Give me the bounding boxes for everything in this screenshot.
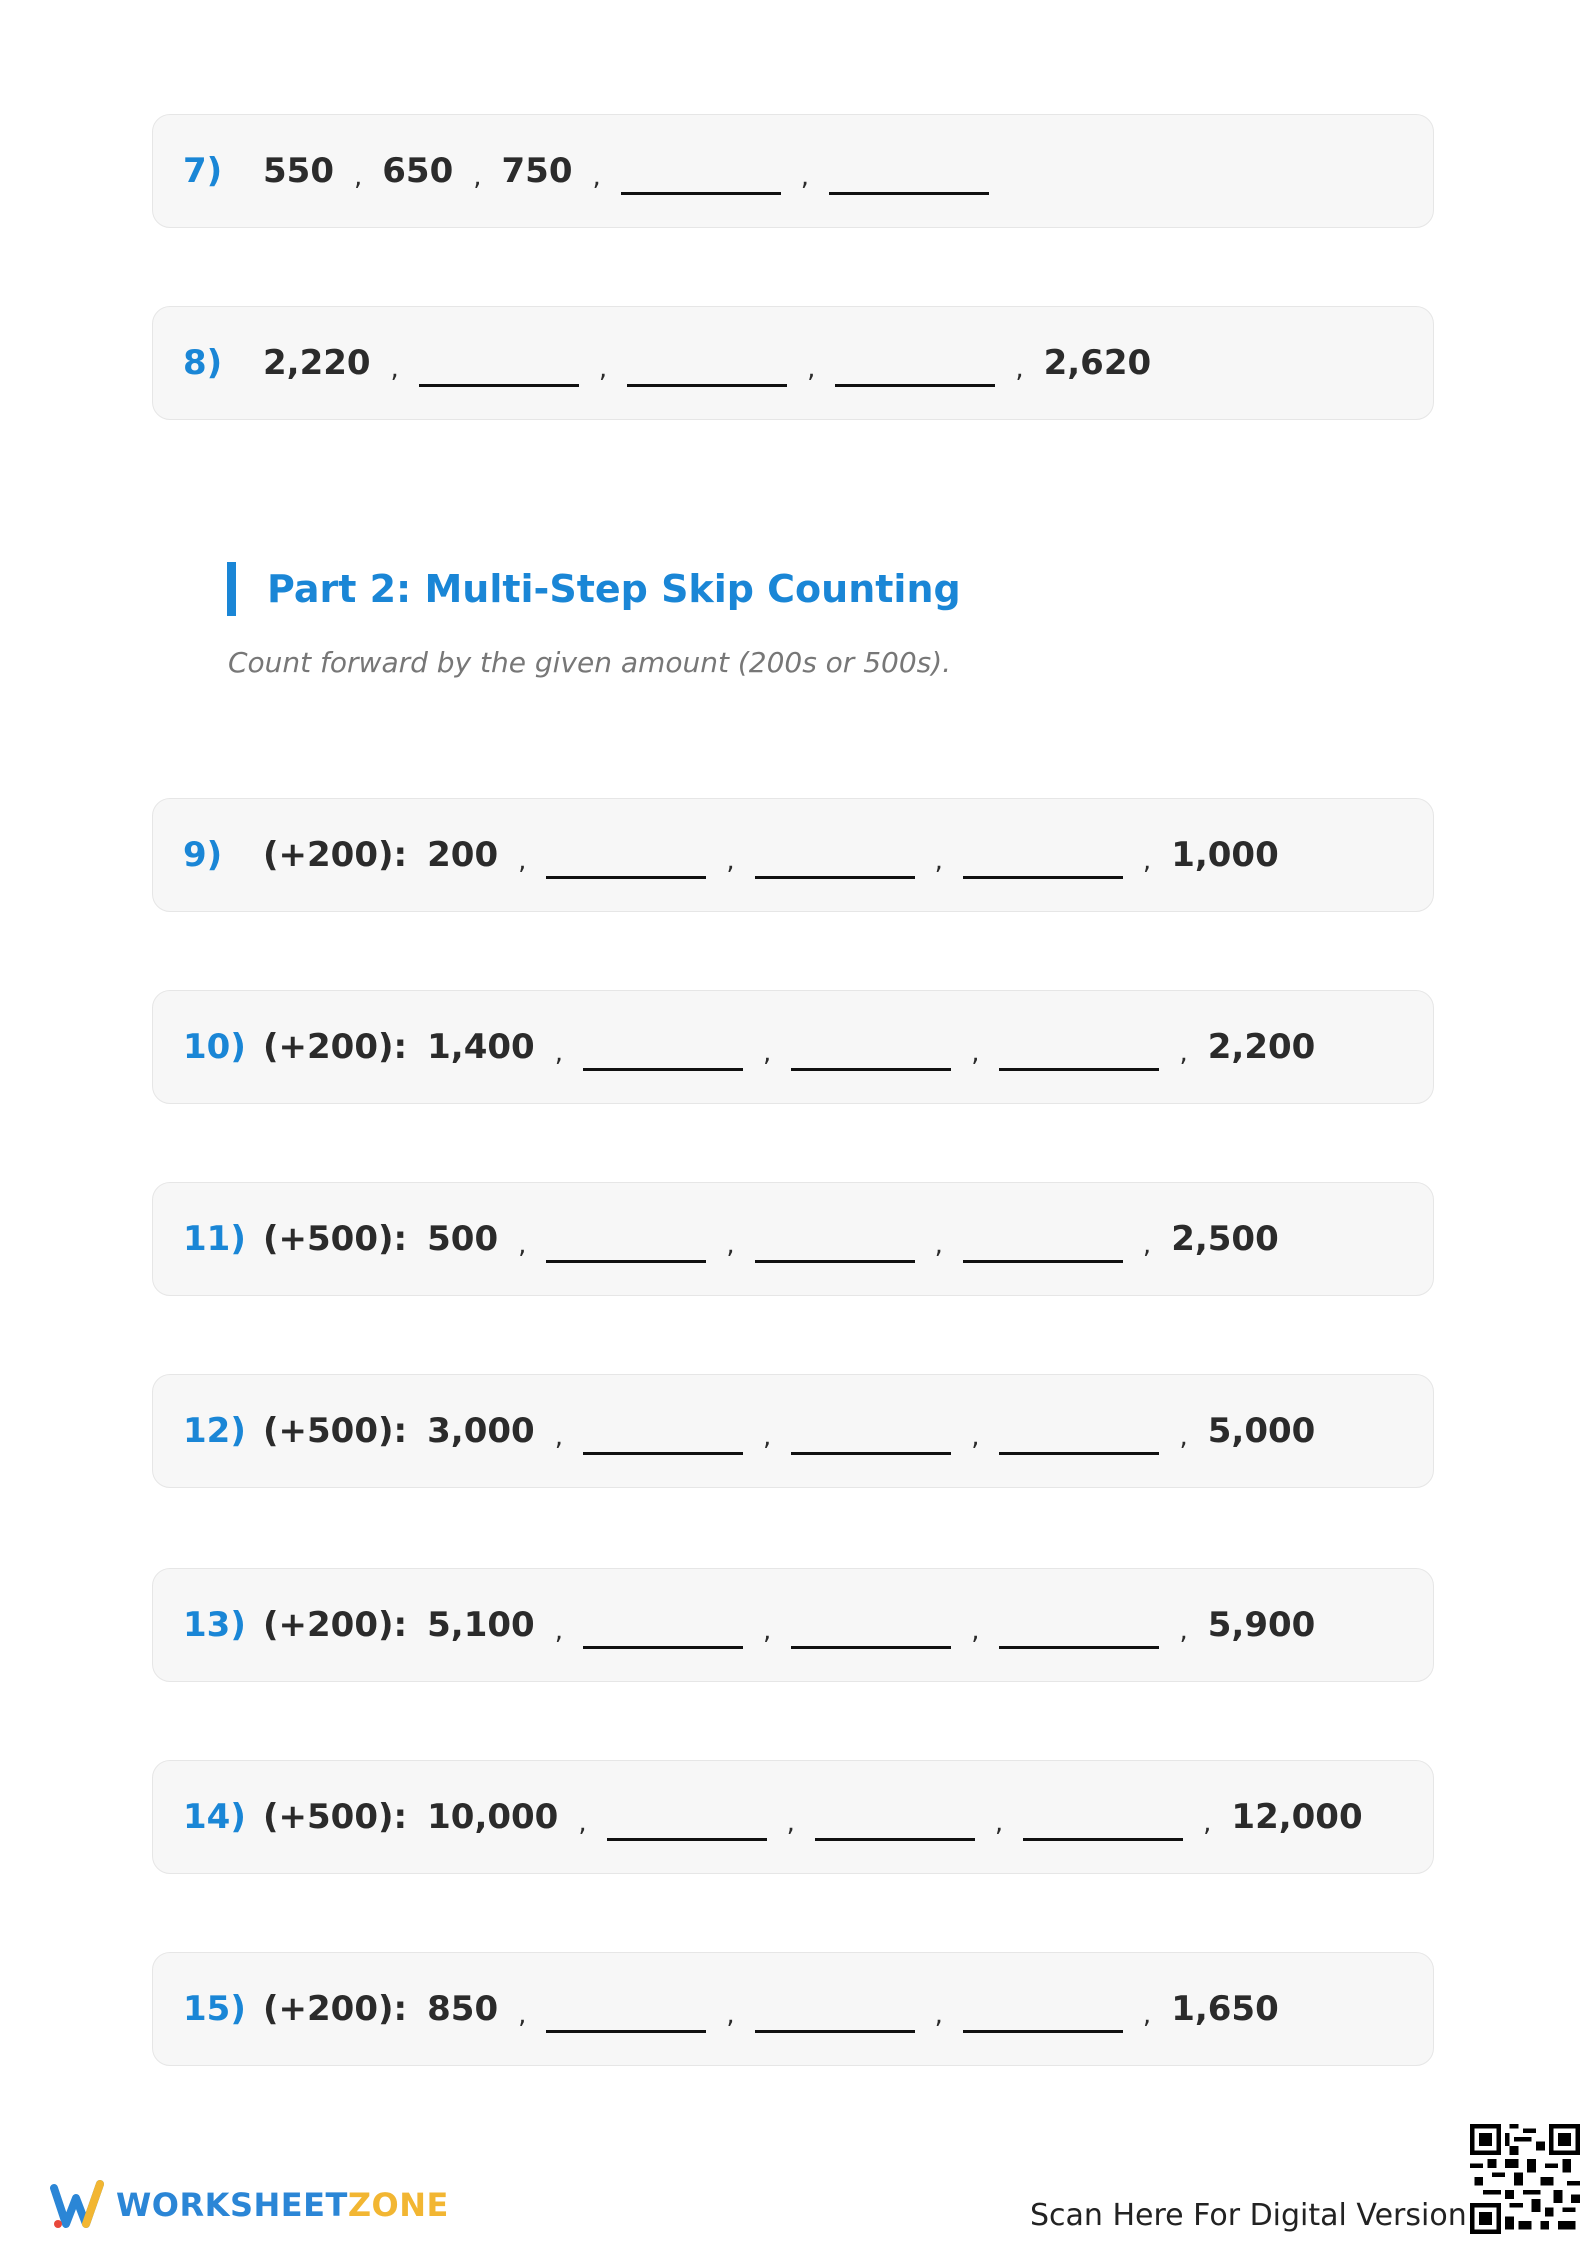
answer-blank[interactable] bbox=[607, 1838, 767, 1841]
answer-blank[interactable] bbox=[583, 1452, 743, 1455]
comma-separator: , bbox=[800, 162, 810, 192]
answer-blank[interactable] bbox=[963, 1260, 1123, 1263]
sequence-number: 2,200 bbox=[1207, 1027, 1316, 1067]
exercise-row bbox=[183, 115, 989, 227]
step-amount: (+500): bbox=[263, 1797, 408, 1837]
sequence-number: 2,220 bbox=[263, 343, 371, 383]
answer-blank[interactable] bbox=[546, 2030, 706, 2033]
answer-blank[interactable] bbox=[1023, 1838, 1183, 1841]
step-amount: (+500): bbox=[263, 1219, 408, 1259]
comma-separator: , bbox=[934, 2000, 943, 2030]
answer-blank[interactable] bbox=[963, 876, 1123, 879]
answer-blank[interactable] bbox=[791, 1646, 951, 1649]
comma-separator: , bbox=[934, 1230, 943, 1260]
answer-blank[interactable] bbox=[583, 1068, 743, 1071]
comma-separator: , bbox=[390, 354, 399, 384]
exercise-row bbox=[183, 1375, 1315, 1487]
answer-blank[interactable] bbox=[627, 384, 787, 387]
sequence-number: 550 bbox=[263, 151, 334, 191]
comma-separator: , bbox=[578, 1808, 587, 1838]
answer-blank[interactable] bbox=[755, 1260, 915, 1263]
sequence-number: 5,100 bbox=[427, 1605, 535, 1645]
sequence-number: 1,400 bbox=[427, 1027, 535, 1067]
comma-separator: , bbox=[1179, 1616, 1188, 1646]
answer-blank[interactable] bbox=[835, 384, 995, 387]
exercise-row bbox=[183, 1761, 1363, 1873]
comma-separator: , bbox=[353, 162, 363, 192]
answer-blank[interactable] bbox=[999, 1452, 1159, 1455]
question-number: 7) bbox=[183, 151, 223, 191]
comma-separator: , bbox=[554, 1038, 563, 1068]
comma-separator: , bbox=[786, 1808, 795, 1838]
comma-separator: , bbox=[1179, 1422, 1188, 1452]
comma-separator: , bbox=[473, 162, 482, 192]
step-amount: (+200): bbox=[263, 835, 408, 875]
exercise-card bbox=[152, 306, 1434, 420]
scan-caption: Scan Here For Digital Version bbox=[1030, 2198, 1467, 2233]
question-number: 12) bbox=[183, 1411, 246, 1451]
sequence-number: 1,000 bbox=[1171, 835, 1279, 875]
comma-separator: , bbox=[1203, 1808, 1212, 1838]
comma-separator: , bbox=[971, 1422, 980, 1452]
comma-separator: , bbox=[762, 1422, 772, 1452]
step-amount: (+200): bbox=[263, 1989, 408, 2029]
exercise-card bbox=[152, 798, 1434, 912]
answer-blank[interactable] bbox=[546, 1260, 706, 1263]
comma-separator: , bbox=[598, 354, 608, 384]
answer-blank[interactable] bbox=[791, 1452, 951, 1455]
logo-wordmark bbox=[116, 2186, 449, 2224]
comma-separator: , bbox=[971, 1616, 980, 1646]
step-amount: (+500): bbox=[263, 1411, 408, 1451]
comma-separator: , bbox=[762, 1038, 772, 1068]
comma-separator: , bbox=[1142, 1230, 1152, 1260]
answer-blank[interactable] bbox=[755, 876, 915, 879]
sequence-number: 750 bbox=[501, 151, 573, 191]
exercise-card bbox=[152, 1568, 1434, 1682]
question-number: 11) bbox=[183, 1219, 246, 1259]
exercise-row bbox=[183, 991, 1315, 1103]
exercise-card bbox=[152, 1374, 1434, 1488]
sequence-number: 650 bbox=[382, 151, 454, 191]
exercise-row bbox=[183, 1569, 1315, 1681]
sequence-number: 850 bbox=[427, 1989, 499, 2029]
logo-wordmark-zone: ZONE bbox=[347, 2186, 449, 2224]
comma-separator: , bbox=[762, 1616, 772, 1646]
question-number: 13) bbox=[183, 1605, 246, 1645]
comma-separator: , bbox=[807, 354, 816, 384]
sequence-number: 200 bbox=[427, 835, 499, 875]
question-number: 8) bbox=[183, 343, 223, 383]
comma-separator: , bbox=[726, 2000, 735, 2030]
step-amount: (+200): bbox=[263, 1605, 408, 1645]
exercise-row bbox=[183, 1183, 1279, 1295]
worksheetzone-logo-icon bbox=[50, 2178, 104, 2232]
comma-separator: , bbox=[1179, 1038, 1188, 1068]
step-amount: (+200): bbox=[263, 1027, 408, 1067]
answer-blank[interactable] bbox=[791, 1068, 951, 1071]
comma-separator: , bbox=[726, 1230, 735, 1260]
answer-blank[interactable] bbox=[755, 2030, 915, 2033]
comma-separator: , bbox=[726, 846, 735, 876]
sequence-number: 5,000 bbox=[1207, 1411, 1316, 1451]
comma-separator: , bbox=[518, 846, 527, 876]
answer-blank[interactable] bbox=[963, 2030, 1123, 2033]
answer-blank[interactable] bbox=[546, 876, 706, 879]
comma-separator: , bbox=[554, 1616, 563, 1646]
comma-separator: , bbox=[518, 2000, 527, 2030]
comma-separator: , bbox=[518, 1230, 527, 1260]
sequence-number: 2,620 bbox=[1043, 343, 1152, 383]
answer-blank[interactable] bbox=[999, 1646, 1159, 1649]
logo-wordmark-worksheet: WORKSHEET bbox=[116, 2186, 348, 2224]
comma-separator: , bbox=[994, 1808, 1004, 1838]
comma-separator: , bbox=[934, 846, 943, 876]
question-number: 14) bbox=[183, 1797, 246, 1837]
comma-separator: , bbox=[1142, 2000, 1152, 2030]
section-subtitle: Count forward by the given amount (200s or 500s). bbox=[228, 646, 952, 679]
comma-separator: , bbox=[1015, 354, 1024, 384]
exercise-card bbox=[152, 1952, 1434, 2066]
section-title: Part 2: Multi-Step Skip Counting bbox=[267, 567, 961, 611]
qr-code-icon[interactable] bbox=[1470, 2124, 1580, 2234]
comma-separator: , bbox=[554, 1422, 563, 1452]
exercise-row bbox=[183, 1953, 1279, 2065]
exercise-card bbox=[152, 1760, 1434, 1874]
comma-separator: , bbox=[1142, 846, 1152, 876]
sequence-number: 500 bbox=[427, 1219, 499, 1259]
answer-blank[interactable] bbox=[815, 1838, 975, 1841]
sequence-number: 10,000 bbox=[427, 1797, 559, 1837]
question-number: 9) bbox=[183, 835, 223, 875]
exercise-card bbox=[152, 1182, 1434, 1296]
answer-blank[interactable] bbox=[621, 192, 781, 195]
question-number: 15) bbox=[183, 1989, 246, 2029]
sequence-number: 12,000 bbox=[1231, 1797, 1363, 1837]
exercise-row bbox=[183, 799, 1279, 911]
section-accent-bar bbox=[227, 562, 236, 616]
comma-separator: , bbox=[971, 1038, 980, 1068]
answer-blank[interactable] bbox=[583, 1646, 743, 1649]
exercise-row bbox=[183, 307, 1151, 419]
exercise-card bbox=[152, 114, 1434, 228]
answer-blank[interactable] bbox=[999, 1068, 1159, 1071]
comma-separator: , bbox=[592, 162, 601, 192]
answer-blank[interactable] bbox=[419, 384, 579, 387]
exercise-card bbox=[152, 990, 1434, 1104]
sequence-number: 1,650 bbox=[1171, 1989, 1279, 2029]
sequence-number: 2,500 bbox=[1171, 1219, 1279, 1259]
sequence-number: 5,900 bbox=[1207, 1605, 1316, 1645]
worksheetzone-logo bbox=[50, 2178, 449, 2232]
question-number: 10) bbox=[183, 1027, 246, 1067]
answer-blank[interactable] bbox=[829, 192, 989, 195]
sequence-number: 3,000 bbox=[427, 1411, 535, 1451]
